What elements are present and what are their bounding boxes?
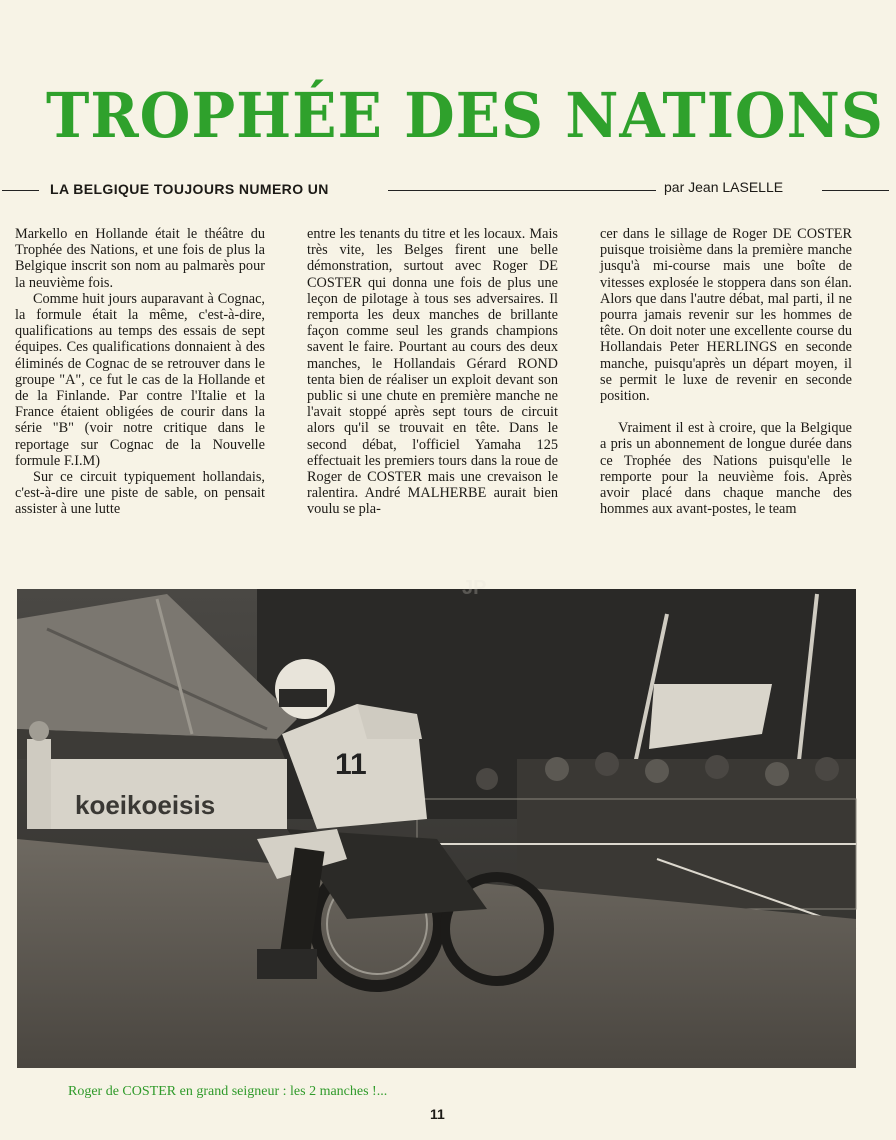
text-column-2 — [307, 226, 558, 570]
page-number: 11 — [430, 1106, 445, 1122]
paragraph: Comme huit jours auparavant à Cognac, la formule était la même, c'est-à-dire, qualifications au temps des essais de sept équipes. Ces qualifications donnaient à des éliminés de Cognac de se retrouver dans le groupe "A", ce fut le cas de la Hollande et de la Finlande. Par contre l'Italie et la France étaient obligées de courir dans la série "B" (voir notre critique dans le reportage sur Cognac de la Nouvelle formule F.I.M) — [15, 290, 265, 469]
paragraph: Markello en Hollande était le théâtre du Trophée des Nations, et une fois de plus la Belgique inscrit son nom au palmarès pour la neuvième fois. — [15, 226, 265, 291]
paragraph: cer dans le sillage de Roger DE COSTER puisque troisième dans la première manche jusqu'à mi-course mais une boîte de vitesses explosée le stoppera dans son élan. Alors que dans l'autre débat, mal parti, il ne pourra jamais revenir sur les hommes de tête. On doit noter une excellente course du Hollandais Peter HERLINGS en seconde manche, puisqu'après un départ moyen, il se permit le luxe de revenir en seconde position. — [600, 226, 852, 405]
text-column-3 — [600, 226, 852, 570]
paragraph: entre les tenants du titre et les locaux. Mais très vite, les Belges firent une belle démonstration, surtout avec Roger DE COSTER qui donna une fois de plus une leçon de pilotage à tous ses adversaires. Il remporta les deux manches de brillante façon comme seul les grands champions savent le faire. Pourtant au cours des deux manches, le Hollandais Gérard ROND tenta bien de réaliser un exploit devant son public si une chute en première manche ne l'avait stoppé après sept tours de circuit alors qu'il se trouvait en tête. Dans le second débat, l'officiel Yamaha 125 effectuait les premiers tours dans la roue de Roger de COSTER mais une crevaison le ralentira. André MALHERBE aurait bien voulu se pla- — [307, 226, 558, 518]
banner-lettering: koeikoeisis — [75, 790, 216, 820]
photo-caption: Roger de COSTER en grand seigneur : les 2 manches !... — [68, 1084, 388, 1099]
article-title: TROPHÉE DES NATIONS — [46, 79, 884, 152]
article-subtitle: LA BELGIQUE TOUJOURS NUMERO UN — [50, 181, 329, 197]
paragraph: Vraiment il est à croire, que la Belgique a pris un abonnement de longue durée dans ce Trophée des Nations puisqu'elle le remporte pour la neuvième fois. Après avoir placé dans chaque manche des hommes aux avant-postes, le team — [600, 420, 852, 518]
motocross-photo — [17, 577, 856, 1068]
rider-number: 11 — [335, 748, 367, 781]
text-column-1 — [15, 226, 265, 570]
rule-left — [2, 190, 39, 191]
photo-watermark: JP — [462, 577, 487, 599]
rule-right — [822, 190, 889, 191]
paragraph: Sur ce circuit typiquement hollandais, c'est-à-dire une piste de sable, on pensait assister à une lutte — [15, 469, 265, 518]
article-byline: par Jean LASELLE — [664, 179, 784, 195]
rule-middle — [388, 190, 656, 191]
